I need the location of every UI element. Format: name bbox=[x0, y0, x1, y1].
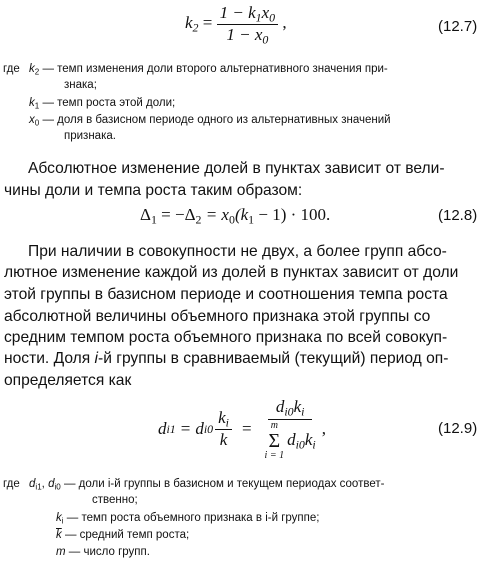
eq-12-9-lhs: d bbox=[158, 419, 167, 439]
eq-12-9-frac2 bbox=[262, 398, 319, 461]
defs1-x0-sym: x bbox=[29, 114, 35, 126]
defs1-k2-text: — темп изменения доли второго альтернативного значения при- bbox=[42, 63, 388, 75]
defs1-item-k2 bbox=[29, 62, 388, 77]
defs2-d-text: — доли i-й группы в базисном и текущем периодах соответ- bbox=[63, 478, 385, 490]
para2-line3: этой группы в базисном периоде и соотношения темпа роста bbox=[4, 286, 448, 303]
eq-12-9-tail: , bbox=[321, 419, 326, 439]
defs2-item-kbar bbox=[56, 528, 189, 543]
defs1-k1-sym: k bbox=[29, 97, 35, 109]
eq-12-7-num-tail-sub: 0 bbox=[269, 10, 276, 25]
defs1-item-k2-cont: знака; bbox=[64, 79, 97, 91]
eq-12-9-number: (12.9) bbox=[438, 420, 478, 437]
defs2-m-text: — число групп. bbox=[68, 546, 150, 558]
eq-12-8-e: − 1) · 100. bbox=[254, 205, 331, 224]
defs1-x0-sub: 0 bbox=[34, 118, 40, 128]
eq-12-8-d-sub: 1 bbox=[248, 212, 255, 227]
defs1-item-x0 bbox=[29, 113, 391, 128]
eq-12-7-lhs: k bbox=[185, 13, 193, 33]
eq-12-9-eq1: = bbox=[180, 419, 191, 439]
eq-12-7-tail: , bbox=[282, 13, 287, 33]
eq-12-7-number: (12.7) bbox=[438, 18, 478, 35]
eq-12-9-frac1-num: k bbox=[218, 408, 226, 428]
eq-12-9-den-d-sub: i0 bbox=[295, 437, 305, 452]
eq-12-9-frac2-d-sub: i0 bbox=[284, 404, 294, 419]
eq-12-7-lhs-sub: 2 bbox=[192, 20, 199, 35]
defs2-m-sym: m bbox=[56, 546, 66, 558]
defs2-ki-sub: i bbox=[61, 516, 64, 526]
defs2-item-d: $d_{i1}$, $d_{i0}$ — доли i-й группы в базисном и текущем периодах соответ- bbox=[29, 478, 385, 492]
eq-12-9-frac1 bbox=[215, 409, 232, 449]
para1-line1: Абсолютное изменение долей в пунктах зависит от вели- bbox=[28, 160, 445, 177]
para2-line1: При наличии в совокупности не двух, а более групп абсо- bbox=[28, 243, 447, 260]
equation-12-9: d i1 = d i0 $\frac{k_i}{k}$ = $d_{i0}k_i$ m Σ i = 1 $d_{i0}k_i$ , bbox=[158, 397, 326, 461]
defs2-item-d-cont: ственно; bbox=[92, 494, 138, 506]
eq-12-8-c: = x bbox=[201, 205, 229, 224]
eq-12-7-den-sub: 0 bbox=[262, 32, 269, 47]
defs2-d0-sym: d bbox=[48, 478, 55, 490]
eq-12-8-c-sub: 0 bbox=[228, 212, 235, 227]
eq-12-8-b: = −Δ bbox=[156, 205, 196, 224]
defs2-item-ki bbox=[56, 511, 319, 526]
para2-line5: средним темпом роста объемного признака по всей совокуп- bbox=[4, 329, 448, 346]
defs2-d1-sym: d bbox=[29, 478, 36, 490]
defs1-k1-sub: 1 bbox=[34, 101, 40, 111]
eq-12-9-den-k-sub: i bbox=[312, 437, 316, 452]
defs2-d0-sub: i0 bbox=[54, 482, 61, 492]
eq-12-8-a: Δ bbox=[140, 205, 151, 224]
eq-12-8-number: (12.8) bbox=[438, 207, 478, 224]
para2-line6-i: i bbox=[94, 350, 99, 367]
para2-line6-rest: -й группы в сравниваемый (текущий) период оп- bbox=[98, 350, 449, 367]
eq-12-9-frac1-den: k bbox=[219, 429, 228, 449]
eq-12-7-numerator: 1 − k bbox=[219, 3, 256, 22]
defs2-d1-sub: i1 bbox=[35, 482, 42, 492]
eq-12-8-a-sub: 1 bbox=[150, 212, 157, 227]
eq-12-7-num-sub: 1 bbox=[255, 10, 262, 25]
eq-12-9-sum-top: m bbox=[270, 419, 278, 431]
equation-12-8 bbox=[140, 205, 330, 225]
defs2-kbar-text: — средний темп роста; bbox=[64, 529, 190, 541]
eq-12-9-den-d: d bbox=[287, 430, 296, 450]
eq-12-9-frac1-num-sub: i bbox=[225, 415, 229, 430]
defs1-k1-text: — темп роста этой доли; bbox=[42, 97, 176, 109]
defs2-ki-text: — темп роста объемного признака в i-й группе; bbox=[66, 512, 320, 524]
eq-12-9-eq2: = bbox=[241, 419, 252, 439]
defs1-item-k1 bbox=[29, 96, 175, 111]
defs1-item-x0-cont: признака. bbox=[64, 130, 116, 142]
eq-12-9-frac2-d: d bbox=[275, 397, 285, 416]
defs1-k2-sub: 2 bbox=[34, 67, 40, 77]
defs1-x0-text: — доля в базисном периоде одного из альтернативных значений bbox=[42, 114, 391, 126]
equation-12-7: $k_2$ = $\frac{1 - k_1x_0}{1 - x_0}$ , bbox=[185, 3, 287, 47]
eq-12-9-d: d bbox=[195, 419, 204, 439]
defs1-prefix: где bbox=[3, 63, 20, 75]
eq-12-9-den-k: k bbox=[304, 430, 313, 450]
eq-12-9-frac2-k: k bbox=[293, 397, 302, 416]
eq-12-7-denominator: 1 − x bbox=[226, 24, 263, 44]
eq-12-8-b-sub: 2 bbox=[195, 212, 202, 227]
eq-12-9-sum-sigma: Σ bbox=[268, 429, 281, 452]
eq-12-9-sum bbox=[265, 421, 285, 461]
para2-line7: определяется как bbox=[4, 372, 132, 389]
defs2-ki-sym: k bbox=[56, 512, 62, 524]
para2-line2: лютное изменение каждой из долей в пунктах зависит от доли bbox=[4, 264, 459, 281]
para2-line4: абсолютной величины объемного признака этой группы со bbox=[4, 308, 431, 325]
defs1-k2-sym: k bbox=[29, 63, 35, 75]
eq-12-9-frac2-k-sub: i bbox=[301, 404, 305, 419]
defs2-prefix: где bbox=[3, 478, 20, 490]
defs2-item-m bbox=[56, 545, 150, 560]
para1-line2: чины доли и темпа роста таким образом: bbox=[4, 182, 303, 199]
para2-line6 bbox=[4, 348, 448, 369]
eq-12-7-fraction bbox=[217, 3, 278, 47]
eq-12-8-d: (k bbox=[234, 205, 249, 224]
para2-line6-start: ности. Доля bbox=[4, 350, 95, 367]
defs2-kbar-sym: $\overline{k}$ bbox=[56, 529, 62, 541]
eq-12-9-sum-bottom: i = 1 bbox=[264, 449, 285, 461]
eq-12-7-num-tail: x bbox=[261, 3, 270, 22]
